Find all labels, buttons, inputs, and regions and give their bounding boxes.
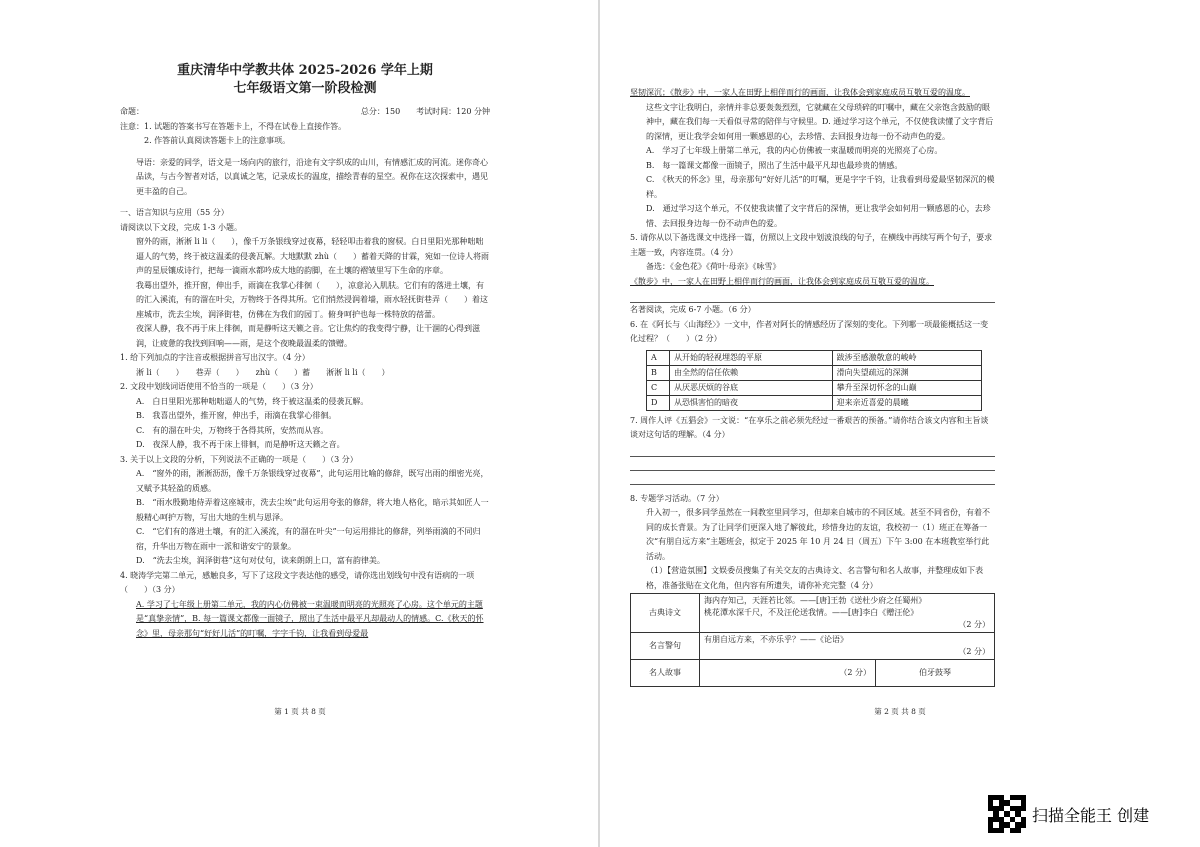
classic-quote-1: 海内存知己，天涯若比邻。——[唐]王勃《送杜少府之任蜀州》 (704, 596, 927, 605)
q6-option-letter: D (647, 395, 670, 410)
table-cell-quotes (700, 633, 995, 660)
question-3-option-c: C. “它们有的落进土壤，有的汇入溪流，有的溜在叶尖”一句运用排比的修辞，列举雨滴的不同归宿，升华出万物在雨中一派和谐安宁的景象。 (136, 527, 481, 551)
score-time: 总分：150 考试时间：120 分钟 (360, 107, 490, 116)
question-8-text: 升入初一，很多同学虽然在一间教室里同学习，但却来自城市的不同区域。甚至不同省份，有着不同的成长背景。为了让同学们更深入地了解彼此，珍惜身边的友谊，我校初一（1）班正在筹备一次“有朋自远方来”主题班会，拟定于 2025 年 10 月 24 日（周五）下午 3:00 在本班教室举行此活动。 (646, 508, 990, 561)
question-5: 5. 请你从以下备选课文中选择一篇，仿照以上文段中划波浪线的句子，在横线中再续写两个句子，要求主题一致，内容连贯。（4 分） (630, 233, 993, 257)
table-cell-classic (700, 594, 995, 633)
question-2-option-d: D. 夜深人静，我不再于床上徘徊，而是静听这天籁之音。 (136, 440, 345, 449)
q6-option-row (647, 395, 982, 410)
passage-paragraph-3: 夜深人静，我不再于床上徘徊，而是静听这天籁之音。它让焦灼的我变得宁静，让干涸的心得到滋润，让疲惫的我找到回响——雨，是这个夜晚最温柔的馈赠。 (136, 324, 480, 348)
classic-quote-2: 桃花潭水深千尺，不及汪伦送我情。——[唐]李白《赠汪伦》 (704, 608, 919, 617)
question-4-option-a: A. 学习了七年级上册第二单元，我的内心仿佛被一束温暖而明亮的光照亮了心房。 (646, 146, 943, 155)
scanner-watermark (988, 795, 1149, 833)
question-2-option-c: C. 有的溜在叶尖，万物终于各得其所，安然而从容。 (136, 425, 329, 435)
question-3-option-b: B. “雨水殷勤地侍弄着这座城市，洗去尘埃”此句运用夸张的修辞，将大地人格化，暗示其如匠人一般精心呵护万物，写出大地的生机与恩泽。 (136, 498, 489, 522)
question-5-answer-lines[interactable] (630, 289, 995, 303)
q6-option-text: 从厌恶厌烦的谷底 (670, 380, 833, 395)
q6-option-row (647, 380, 982, 395)
intro-text: 导语：亲爱的同学，语文是一场向内的旅行，沿途有文字织成的山川，有情感汇成的河流。迷你奇心品读，与古今智者对话，以真诚之笔，记录成长的温度，描绘青春的星空。祝你在这次探索中，遇见更丰盈的自己。 (136, 157, 488, 196)
q4-passage-continued-2: 这些文字让我明白，亲情并非总要轰轰烈烈，它就藏在父母琐碎的叮嘱中，藏在父亲饱含鼓励的眼神中，藏在我们每一天看似寻常的陪伴与守候里。D. 通过学习这个单元，不仅使我读懂了文字背后的深情，更让我学会如何用一颗感恩的心，去珍惜、去回报身边每一份不动声色的爱。 (646, 102, 994, 141)
q6-option-text: 从恐惧害怕的暗夜 (670, 395, 833, 410)
story-blank[interactable]: （2 分） (700, 660, 876, 687)
passage-paragraph-2: 我蓦出望外，推开窗，伸出手，雨滴在我掌心徘徊（ ），凉意沁入肌肤。它们有的落进土壤，有的汇入溪流，有的溜在叶尖，万物终于各得其所。它们悄然浸润着墙，雨水轻抚街巷弄（ ）着这座城市，洗去尘埃，润泽街巷，仿佛在为我们的园丁。俯身呵护也每一株特放的蓓蕾。 (136, 280, 488, 319)
author-label: 命题： (120, 107, 144, 116)
scanner-app-label: 扫描全能王 创建 (1032, 805, 1150, 825)
question-4-option-b: B. 每一篇课文都像一面镜子，照出了生活中最平凡却也最珍贵的情感。 (646, 160, 903, 170)
table-label-quotes: 名言警句 (631, 633, 700, 660)
question-3-option-a: A. “窗外的雨，淅淅沥沥，像千万条银线穿过夜幕”，此句运用比喻的修辞，既写出雨的细密光亮，又赋予其轻盈的质感。 (136, 469, 489, 493)
passage-paragraph-1: 窗外的雨，淅淅 li li（ ），像千万条银线穿过夜幕，轻轻叩击着我的窗棂。白日里阳光那种咄咄逼人的气势，终于被这温柔的侵袭瓦解。大地默默 zhù（ ）蓄着天降的甘霖，宛如一位诗人将雨声的星辰镶成诗行，把每一滴雨水都吟成大地的韵脚，在土壤的褶皱里写下生命的序章。 (136, 237, 490, 275)
question-8-sub-1: （1）【营造氛围】文娱委员搜集了有关交友的古典诗文、名言警句和名人故事，并整理成如下表格，准备张贴在文化角，但内容有所遗失，请你补充完整（4 分） (646, 566, 984, 590)
classic-blank[interactable]: （2 分） (958, 620, 990, 629)
exam-meta (120, 105, 490, 120)
question-7-answer-lines[interactable] (630, 443, 995, 485)
exam-title: 重庆清华中学教共体 2025-2026 学年上期 (177, 63, 433, 78)
page-number: 第 1 页 共 8 页 (274, 707, 326, 716)
q6-option-text: 滑向失望疏远的深渊 (832, 365, 981, 380)
q4-passage-continued: 坚韧深沉；《散步》中，一家人在田野上相伴而行的画面，让我体会到家庭成员互敬互爱的温度。 (630, 88, 970, 97)
q6-option-letter: A (647, 350, 670, 365)
question-2-option-a: A. 白日里阳光那种咄咄逼人的气势，终于被这温柔的侵袭瓦解。 (136, 396, 369, 406)
question-3: 3. 关于以上文段的分析，下列说法不正确的一项是（ ）（3 分） (120, 454, 358, 464)
quote-blank[interactable]: （2 分） (958, 647, 990, 656)
table-label-classic: 古典诗文 (631, 594, 700, 633)
q6-option-text: 从开始的轻视埋怨的平原 (670, 350, 833, 365)
question-6: 6. 在《阿长与〈山海经〉》一文中，作者对阿长的情感经历了深刻的变化。下列哪一项最能概括这一变化过程？（ ）（2 分） (630, 319, 989, 343)
question-8: 8. 专题学习活动。（7 分） (630, 493, 724, 503)
section-heading: 一、语言知识与应用（55 分） (120, 208, 229, 217)
question-4: 4. 晓涛学完第二单元，感触良多，写下了这段文字表达他的感受，请你选出划线句中没有语病的一项（ ）（3 分） (120, 570, 475, 594)
note-1: 注意：1. 试题的答案书写在答题卡上，不得在试卷上直接作答。 (120, 121, 347, 131)
exam-page-2 (600, 0, 1200, 847)
q6-option-row (647, 365, 982, 380)
story-known: 伯牙鼓琴 (876, 660, 995, 687)
question-4-option-d: D. 通过学习这个单元，不仅使我读懂了文字背后的深情，更让我学会如何用一颗感恩的心，去珍惜、去回报身边每一份不动声色的爱。 (646, 204, 991, 228)
question-5-choices: 备选：《金色花》《荷叶·母亲》《咏雪》 (646, 262, 781, 271)
question-1: 1. 给下列加点的字注音或根据拼音写出汉字。（4 分） (120, 353, 310, 362)
reading-instruction: 请阅读以下文段，完成 1-3 小题。 (120, 222, 242, 232)
q6-option-text: 由全然的信任依赖 (670, 365, 833, 380)
q6-option-text: 迎来亲近喜爱的晨曦 (832, 395, 981, 410)
question-5-sample: 《散步》中，一家人在田野上相伴而行的画面，让我体会到家庭成员互敬互爱的温度。 (630, 276, 934, 286)
question-6-options-table (646, 350, 982, 411)
book-reading-heading: 名著阅读，完成 6-7 小题。（6 分） (630, 305, 756, 314)
exam-subtitle: 七年级语文第一阶段检测 (233, 81, 377, 96)
q6-option-text: 攀升至深切怀念的山巅 (832, 380, 981, 395)
quotes-table (630, 593, 995, 687)
note-2: 2. 作答前认真阅读答题卡上的注意事项。 (120, 136, 291, 145)
qr-code-icon (988, 795, 1026, 833)
question-4-option-c: C. 《秋天的怀念》里，母亲那句“好好儿活”的叮嘱，更是字字千钧，让我看到母爱最坚韧深沉的模样。 (646, 175, 995, 199)
question-2-option-b: B. 我喜出望外，推开窗，伸出手，雨滴在我掌心徘徊。 (136, 411, 337, 420)
q6-option-letter: B (647, 365, 670, 380)
question-4-passage: A. 学习了七年级上册第二单元，我的内心仿佛被一束温暖而明亮的光照亮了心房。这个单元的主题是“真挚亲情”，B. 每一篇课文都像一面镜子，照出了生活中最平凡却最动人的情感。C.《秋天的怀念》里，母亲那句“好好儿活”的叮嘱，字字千钧，让我看到母爱最 (136, 599, 484, 638)
question-2: 2. 文段中划线词语使用不恰当的一项是（ ）（3 分） (120, 382, 318, 391)
question-1-blanks: 淅 li（ ） 巷弄（ ） zhù（ ）蓄 淅淅 li li（ ） (136, 367, 390, 377)
table-label-stories: 名人故事 (631, 660, 700, 687)
page-number: 第 2 页 共 8 页 (874, 707, 926, 716)
question-7: 7. 周作人评《五猖会》一文说：“在享乐之前必须先经过一番艰苦的预备。”请你结合该文内容和主旨谈谈对这句话的理解。（4 分） (630, 415, 989, 439)
question-3-option-d: D. “洗去尘埃，润泽街巷”这句对仗句，读来朗朗上口，富有韵律美。 (136, 556, 385, 565)
famous-quote: 有朋自远方来，不亦乐乎？——《论语》 (704, 635, 848, 644)
q6-option-letter: C (647, 380, 670, 395)
q6-option-row (647, 350, 982, 365)
q6-option-text: 跋涉至感激敬意的峻岭 (832, 350, 981, 365)
